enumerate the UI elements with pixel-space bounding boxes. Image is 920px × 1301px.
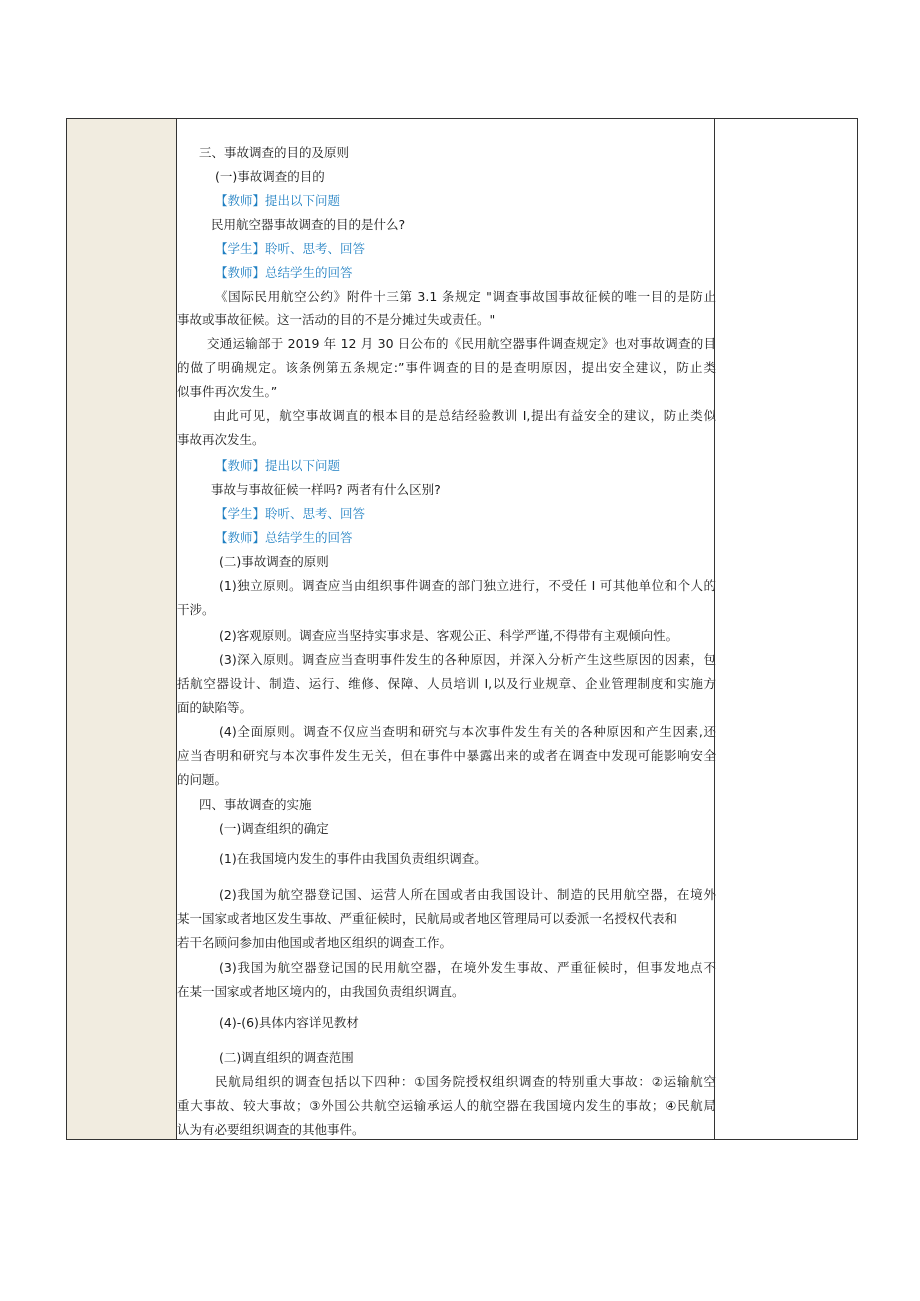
paragraph-line: 《国际民用航空公约》附件十三第 3.1 条规定 "调查事故国事故征候的唯一目的是防止 bbox=[215, 289, 716, 304]
question-text: 事故与事故征候一样吗? 两者有什么区别? bbox=[211, 482, 441, 497]
paragraph-line: (1)在我国境内发生的事件由我国负责组织调查。 bbox=[219, 851, 487, 866]
teacher-summary: 【教师】总结学生的回答 bbox=[215, 265, 353, 280]
paragraph-line: 若干名顾问参加由他国或者地区组织的调查工作。 bbox=[177, 935, 453, 950]
lesson-table bbox=[66, 118, 858, 1140]
paragraph-line: 事故或事故征候。这一活动的目的不是分摊过失或责任。" bbox=[177, 312, 496, 327]
right-column-cell bbox=[714, 119, 857, 1139]
paragraph-line: 事故再次发生。 bbox=[177, 432, 265, 447]
student-activity: 【学生】聆听、思考、回答 bbox=[215, 506, 366, 521]
content-cell bbox=[177, 119, 716, 1139]
paragraph-line: (3)我国为航空器登记国的民用航空器，在境外发生事故、严重征候时，但事发地点不 bbox=[219, 960, 716, 975]
section-heading: 四、事故调查的实施 bbox=[199, 797, 312, 812]
paragraph-line: 重大事故、较大事故；③外国公共航空运输承运人的航空器在我国境内发生的事故；④民航局 bbox=[177, 1098, 716, 1113]
teacher-summary: 【教师】总结学生的回答 bbox=[215, 530, 353, 545]
paragraph-line: 认为有必要组织调查的其他事件。 bbox=[177, 1122, 365, 1137]
subsection-heading: (二)事故调查的原则 bbox=[219, 554, 329, 569]
paragraph-line: (3)深入原则。调查应当查明事件发生的各种原因，并深入分析产生这些原因的因素，包 bbox=[219, 652, 716, 667]
teacher-prompt: 【教师】提出以下问题 bbox=[215, 193, 341, 208]
paragraph-line: 的问题。 bbox=[177, 772, 228, 787]
paragraph-line: 某一国家或者地区发生事故、严重征候时，民航局或者地区管理局可以委派一名授权代表和 bbox=[177, 911, 678, 926]
paragraph-line: 的做了明确规定。该条例第五条规定:”事件调查的目的是查明原因，提出安全建议，防止类 bbox=[177, 360, 716, 375]
paragraph-line: 由此可见，航空事故调直的根本目的是总结经验教训 I,提出有益安全的建议，防止类似 bbox=[213, 408, 716, 423]
paragraph-line: 面的缺陷等。 bbox=[177, 700, 253, 715]
question-text: 民用航空器事故调查的目的是什么? bbox=[211, 217, 406, 232]
paragraph-line: 括航空器设计、制造、运行、维修、保障、人员培训 I,以及行业规章、企业管理制度和实施方 bbox=[177, 676, 716, 691]
paragraph-line: 交通运输部于 2019 年 12 月 30 日公布的《民用航空器事件调查规定》也对事故调查的目 bbox=[207, 336, 716, 351]
paragraph-line: 应当杳明和研究与本次事件发生无关，但在事件中暴露出来的或者在调查中发现可能影响安全 bbox=[177, 748, 716, 763]
teacher-prompt: 【教师】提出以下问题 bbox=[215, 458, 341, 473]
paragraph-line: 民航局组织的调查包括以下四种：①国务院授权组织调查的特别重大事故：②运输航空 bbox=[215, 1074, 716, 1089]
paragraph-line: (4)-(6)具体内容详见教材 bbox=[219, 1015, 359, 1030]
paragraph-line: (2)客观原则。调查应当坚持实事求是、客观公正、科学严谨,不得带有主观倾向性。 bbox=[219, 628, 679, 643]
paragraph-line: 干涉。 bbox=[177, 602, 215, 617]
paragraph-line: 在某一国家或者地区境内的，由我国负责组织调直。 bbox=[177, 984, 465, 999]
paragraph-line: (4)全面原则。调查不仅应当查明和研究与本次事件发生有关的各种原因和产生因素,还 bbox=[219, 724, 716, 739]
paragraph-line: 似事件再次发生。” bbox=[177, 384, 278, 399]
paragraph-line: (1)独立原则。调查应当由组织事件调查的部门独立进行，不受任 I 可其他单位和个人的 bbox=[219, 578, 716, 593]
subsection-heading: (二)调直组织的调查范围 bbox=[219, 1050, 354, 1065]
left-column-cell bbox=[67, 119, 177, 1139]
section-heading: 三、事故调查的目的及原则 bbox=[199, 145, 350, 160]
subsection-heading: (一)调查组织的确定 bbox=[219, 821, 329, 836]
student-activity: 【学生】聆听、思考、回答 bbox=[215, 241, 366, 256]
paragraph-line: (2)我国为航空器登记国、运营人所在国或者由我国设计、制造的民用航空器，在境外 bbox=[219, 887, 716, 902]
subsection-heading: (一)事故调查的目的 bbox=[215, 169, 325, 184]
